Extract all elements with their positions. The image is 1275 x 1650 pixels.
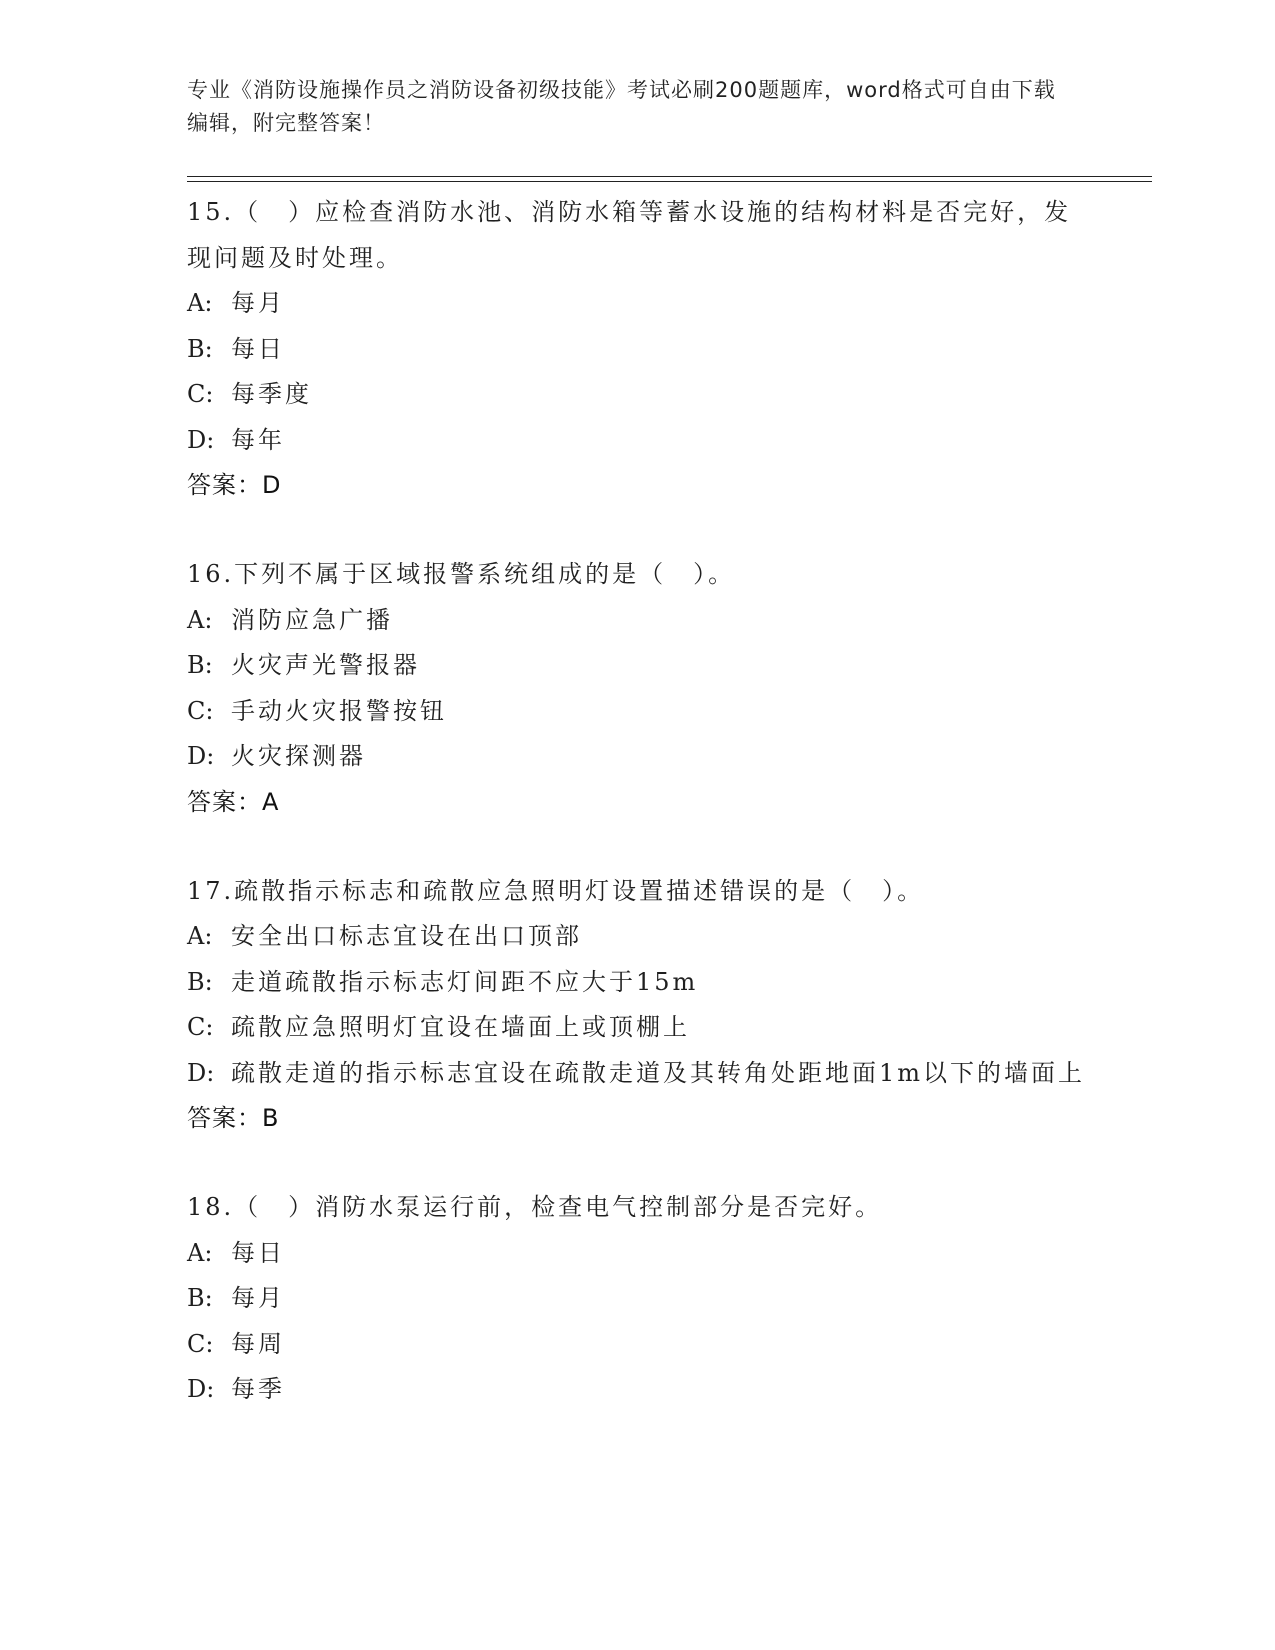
document-header: 专业《消防设施操作员之消防设备初级技能》考试必刷200题题库，word格式可自由下载编辑，附完整答案！ (187, 78, 1056, 135)
option-key: C: (187, 696, 214, 725)
option-text: 每日 (231, 1238, 285, 1267)
option-key: B: (187, 651, 213, 679)
option-d (187, 1051, 1087, 1097)
option-text: 火灾声光警报器 (231, 651, 420, 679)
option-text: 安全出口标志宜设在出口顶部 (231, 922, 582, 950)
option-text: 每周 (231, 1329, 285, 1358)
question-17 (187, 869, 1087, 1142)
option-text: 走道疏散指示标志灯间距不应大于15m (231, 967, 699, 996)
header-divider-top (187, 176, 1152, 177)
option-b (187, 643, 1087, 689)
answer: 答案：D (187, 471, 282, 499)
option-a (187, 914, 1087, 960)
option-text: 消防应急广播 (231, 605, 393, 634)
option-text: 每月 (231, 289, 285, 317)
option-key: A: (187, 922, 213, 950)
option-key: D: (187, 742, 215, 770)
option-d (187, 734, 1087, 780)
option-key: D: (187, 1058, 215, 1087)
option-a (187, 281, 1087, 327)
question-18 (187, 1185, 1087, 1413)
option-text: 手动火灾报警按钮 (231, 696, 447, 725)
option-b (187, 960, 1087, 1006)
question-16 (187, 552, 1087, 825)
option-text: 疏散应急照明灯宜设在墙面上或顶棚上 (231, 1013, 690, 1041)
question-15 (187, 190, 1087, 508)
option-b (187, 1276, 1087, 1322)
option-key: A: (187, 289, 213, 317)
question-stem: 18.（ ）消防水泵运行前，检查电气控制部分是否完好。 (187, 1193, 883, 1221)
answer: 答案：A (187, 787, 280, 816)
option-b (187, 327, 1087, 373)
question-stem: 15.（ ）应检查消防水池、消防水箱等蓄水设施的结构材料是否完好，发现问题及时处理。 (187, 198, 1072, 272)
option-d (187, 1367, 1087, 1413)
question-stem: 16.下列不属于区域报警系统组成的是（ ）。 (187, 560, 736, 588)
question-stem: 17.疏散指示标志和疏散应急照明灯设置描述错误的是（ ）。 (187, 876, 925, 905)
option-text: 每年 (231, 425, 285, 454)
option-key: C: (187, 1329, 214, 1358)
option-key: B: (187, 1284, 213, 1312)
option-d (187, 418, 1087, 464)
option-key: B: (187, 334, 213, 363)
option-key: C: (187, 380, 214, 408)
option-text: 疏散走道的指示标志宜设在疏散走道及其转角处距地面1m以下的墙面上 (231, 1058, 1086, 1087)
answer: 答案：B (187, 1104, 280, 1132)
option-a (187, 598, 1087, 644)
option-key: C: (187, 1013, 214, 1041)
option-c (187, 372, 1087, 418)
header-divider-bottom (187, 181, 1152, 182)
option-text: 每月 (231, 1284, 285, 1312)
option-c (187, 1005, 1087, 1051)
option-a (187, 1231, 1087, 1277)
option-key: D: (187, 425, 215, 454)
option-key: D: (187, 1375, 215, 1403)
option-text: 每季度 (231, 380, 312, 408)
option-key: B: (187, 967, 213, 996)
option-c (187, 689, 1087, 735)
option-text: 每季 (231, 1375, 285, 1403)
option-key: A: (187, 605, 213, 634)
option-text: 每日 (231, 334, 285, 363)
question-list (187, 190, 1087, 1457)
option-c (187, 1322, 1087, 1368)
option-text: 火灾探测器 (231, 742, 366, 770)
option-key: A: (187, 1238, 213, 1267)
